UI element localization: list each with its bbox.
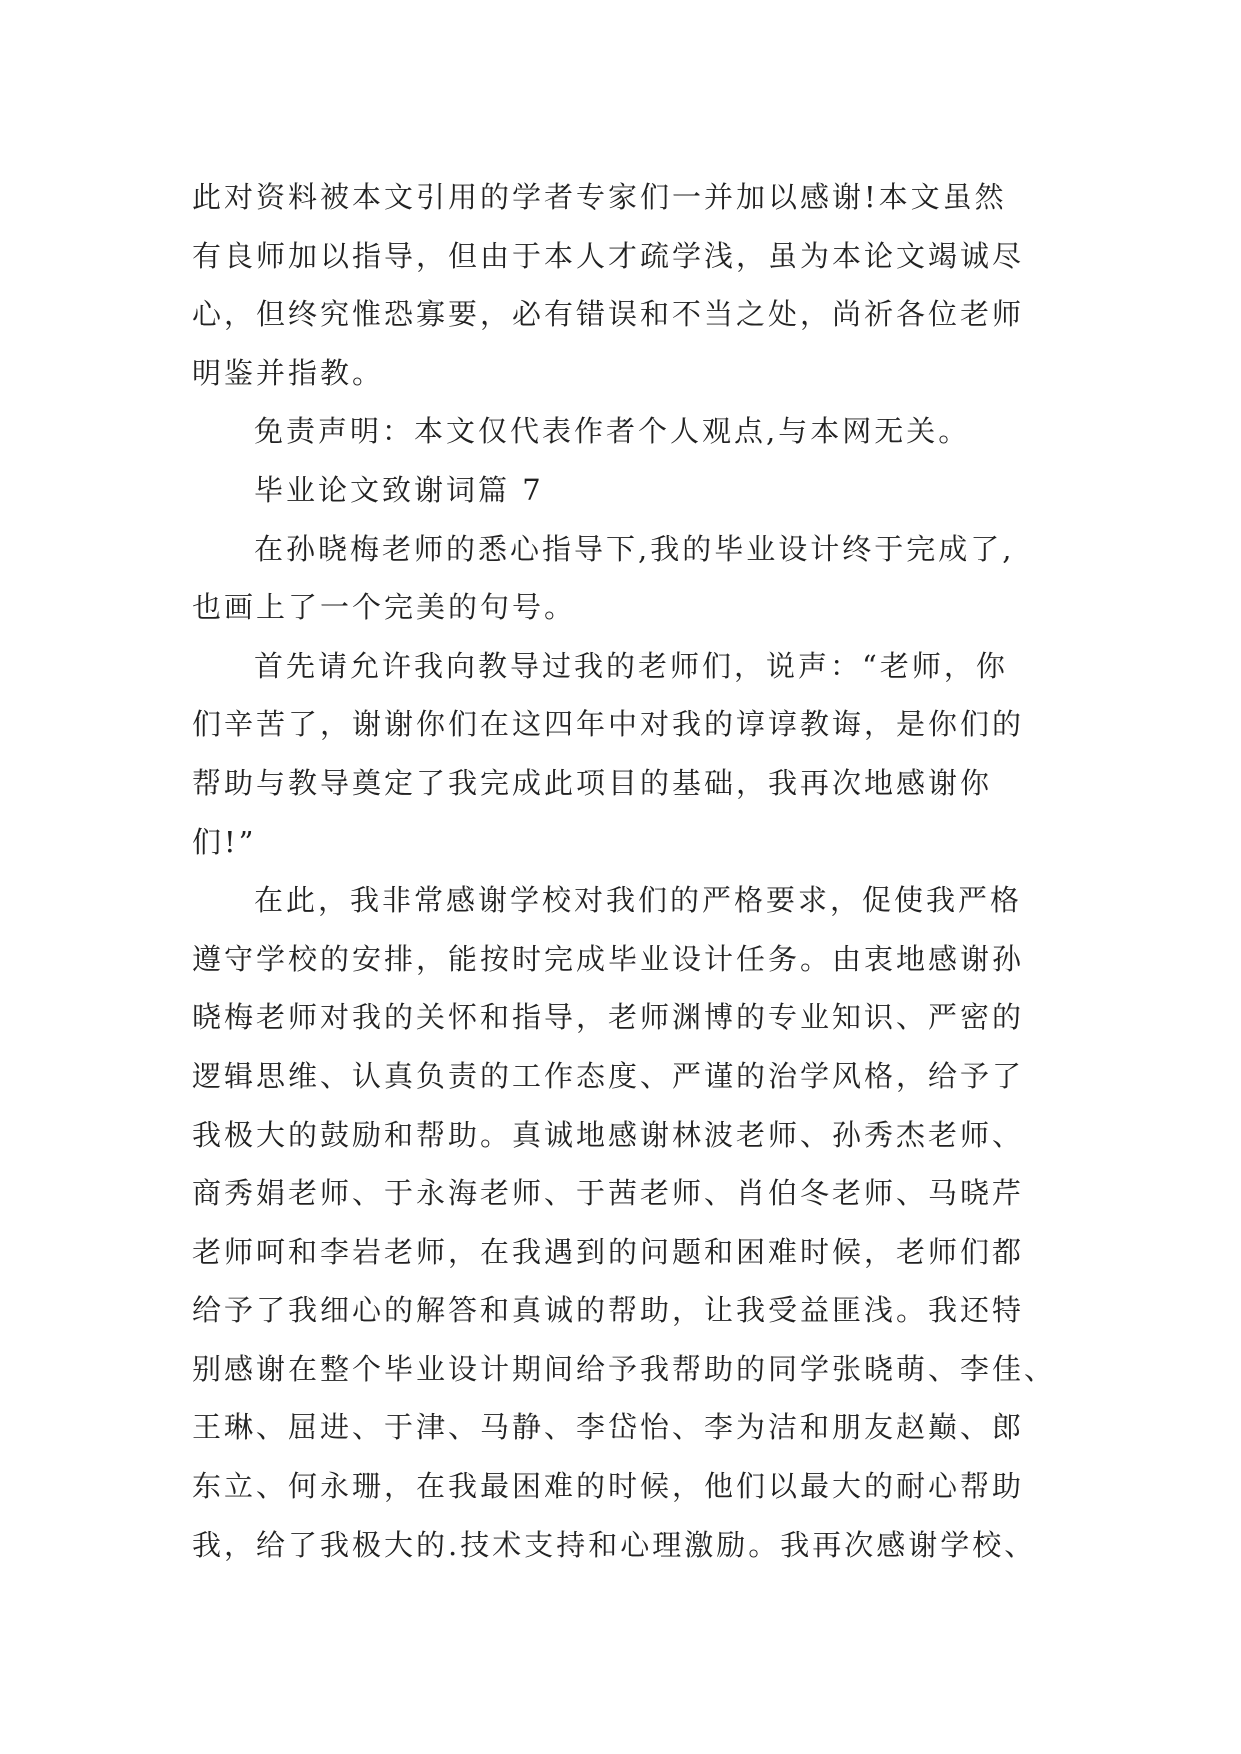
text-line: 有良师加以指导，但由于本人才疏学浅，虽为本论文竭诚尽	[192, 238, 1025, 273]
disclaimer-line: 免责声明：本文仅代表作者个人观点,与本网无关。	[254, 414, 971, 449]
text-line: 商秀娟老师、于永海老师、于茜老师、肖伯冬老师、马晓芹	[192, 1176, 1025, 1211]
text-line: 们!”	[192, 824, 257, 859]
text-line: 此对资料被本文引用的学者专家们一并加以感谢!本文虽然	[192, 180, 1007, 214]
text-line: 给予了我细心的解答和真诚的帮助，让我受益匪浅。我还特	[192, 1293, 1025, 1328]
text-line: 别感谢在整个毕业设计期间给予我帮助的同学张晓萌、李佳、	[192, 1351, 1057, 1386]
text-line: 我极大的鼓励和帮助。真诚地感谢林波老师、孙秀杰老师、	[192, 1117, 1025, 1152]
text-line: 心，但终究惟恐寡要，必有错误和不当之处，尚祈各位老师	[192, 297, 1025, 332]
text-line: 遵守学校的安排，能按时完成毕业设计任务。由衷地感谢孙	[192, 941, 1025, 976]
text-line: 们辛苦了，谢谢你们在这四年中对我的谆谆教诲，是你们的	[192, 707, 1025, 742]
text-line: 也画上了一个完美的句号。	[192, 590, 577, 625]
section-heading: 毕业论文致谢词篇 7	[254, 472, 544, 507]
text-line: 我，给了我极大的.技术支持和心理激励。我再次感谢学校、	[192, 1527, 1037, 1562]
document-body	[192, 168, 1057, 1574]
text-line: 帮助与教导奠定了我完成此项目的基础，我再次地感谢你	[192, 765, 993, 800]
text-line: 逻辑思维、认真负责的工作态度、严谨的治学风格，给予了	[192, 1058, 1025, 1093]
text-line: 在此，我非常感谢学校对我们的严格要求，促使我严格	[254, 883, 1023, 918]
text-line: 晓梅老师对我的关怀和指导，老师渊博的专业知识、严密的	[192, 1000, 1025, 1035]
text-line: 老师呵和李岩老师，在我遇到的问题和困难时候，老师们都	[192, 1234, 1025, 1269]
text-line: 首先请允许我向教导过我的老师们，说声：“老师，你	[254, 648, 1008, 683]
text-line: 东立、何永珊，在我最困难的时候，他们以最大的耐心帮助	[192, 1469, 1025, 1504]
text-line: 在孙晓梅老师的悉心指导下,我的毕业设计终于完成了,	[254, 531, 1015, 566]
text-line: 王琳、屈进、于津、马静、李岱怡、李为洁和朋友赵巅、郎	[192, 1410, 1025, 1445]
text-line: 明鉴并指教。	[192, 355, 385, 390]
